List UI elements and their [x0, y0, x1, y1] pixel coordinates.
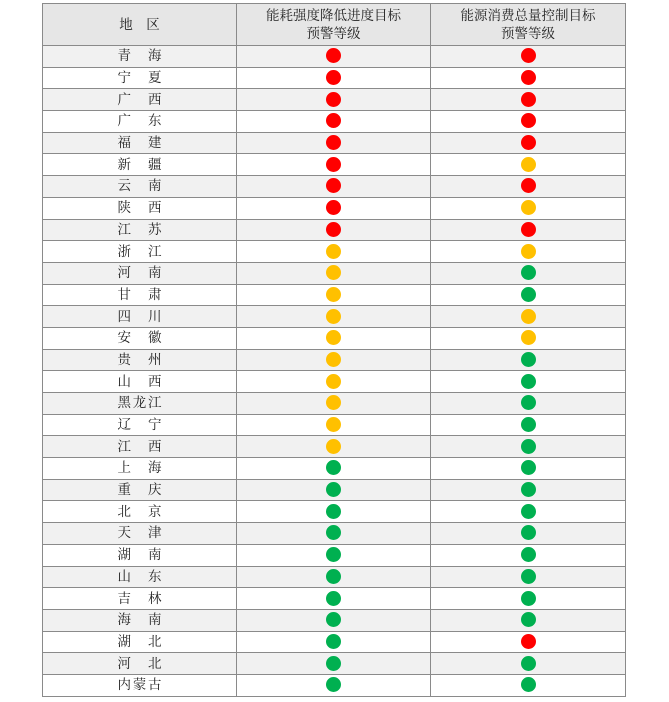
region-cell [43, 393, 237, 415]
region-name: 内蒙古 [117, 677, 162, 694]
green-warning-dot-icon [521, 374, 536, 389]
table-row [43, 219, 626, 241]
energy-intensity-level-cell [237, 46, 431, 68]
energy-consumption-level-cell [431, 176, 626, 198]
table-row [43, 436, 626, 458]
table-row [43, 544, 626, 566]
table-row [43, 176, 626, 198]
energy-intensity-level-cell [237, 349, 431, 371]
green-warning-dot-icon [521, 677, 536, 692]
yellow-warning-dot-icon [326, 417, 341, 432]
yellow-warning-dot-icon [326, 309, 341, 324]
green-warning-dot-icon [326, 547, 341, 562]
energy-consumption-level-cell [431, 262, 626, 284]
warning-table-container [42, 3, 625, 697]
table-row [43, 458, 626, 480]
energy-intensity-level-cell [237, 111, 431, 133]
table-row [43, 284, 626, 306]
region-cell [43, 631, 237, 653]
region-name: 湖南 [117, 547, 162, 564]
red-warning-dot-icon [521, 634, 536, 649]
energy-consumption-level-cell [431, 197, 626, 219]
region-name: 重庆 [117, 482, 162, 499]
table-row [43, 327, 626, 349]
header-energy-consumption-line-2: 预警等级 [501, 25, 555, 42]
region-name: 福建 [117, 135, 162, 152]
green-warning-dot-icon [326, 656, 341, 671]
header-region [43, 4, 237, 46]
region-name: 吉林 [117, 590, 162, 607]
yellow-warning-dot-icon [521, 244, 536, 259]
region-name: 山东 [117, 568, 162, 585]
header-energy-intensity-line-2: 预警等级 [306, 25, 361, 42]
energy-consumption-level-cell [431, 458, 626, 480]
green-warning-dot-icon [521, 352, 536, 367]
table-row [43, 132, 626, 154]
table-row [43, 241, 626, 263]
energy-consumption-level-cell [431, 284, 626, 306]
table-row [43, 67, 626, 89]
energy-consumption-level-cell [431, 501, 626, 523]
energy-consumption-level-cell [431, 609, 626, 631]
region-cell [43, 479, 237, 501]
region-cell [43, 501, 237, 523]
yellow-warning-dot-icon [326, 287, 341, 302]
yellow-warning-dot-icon [326, 352, 341, 367]
energy-consumption-level-cell [431, 67, 626, 89]
energy-intensity-level-cell [237, 154, 431, 176]
energy-intensity-level-cell [237, 588, 431, 610]
yellow-warning-dot-icon [326, 439, 341, 454]
energy-intensity-level-cell [237, 393, 431, 415]
green-warning-dot-icon [521, 547, 536, 562]
green-warning-dot-icon [521, 656, 536, 671]
red-warning-dot-icon [521, 222, 536, 237]
region-name: 贵州 [117, 351, 162, 368]
table-row [43, 111, 626, 133]
region-cell [43, 544, 237, 566]
energy-intensity-level-cell [237, 609, 431, 631]
energy-consumption-level-cell [431, 436, 626, 458]
yellow-warning-dot-icon [521, 200, 536, 215]
green-warning-dot-icon [521, 591, 536, 606]
energy-intensity-level-cell [237, 67, 431, 89]
energy-consumption-level-cell [431, 219, 626, 241]
energy-intensity-level-cell [237, 89, 431, 111]
region-cell [43, 219, 237, 241]
header-energy-intensity-line-1: 能耗强度降低进度目标 [266, 7, 401, 24]
red-warning-dot-icon [326, 70, 341, 85]
region-cell [43, 371, 237, 393]
energy-consumption-level-cell [431, 371, 626, 393]
table-header [43, 4, 626, 46]
region-cell [43, 262, 237, 284]
region-name: 辽宁 [117, 417, 162, 434]
green-warning-dot-icon [521, 439, 536, 454]
energy-consumption-level-cell [431, 674, 626, 696]
table-row [43, 566, 626, 588]
energy-intensity-level-cell [237, 306, 431, 328]
region-name: 青海 [117, 48, 162, 65]
energy-intensity-level-cell [237, 436, 431, 458]
energy-intensity-level-cell [237, 458, 431, 480]
green-warning-dot-icon [326, 612, 341, 627]
energy-intensity-level-cell [237, 371, 431, 393]
energy-intensity-level-cell [237, 501, 431, 523]
region-name: 山西 [117, 373, 162, 390]
region-cell [43, 349, 237, 371]
energy-consumption-level-cell [431, 154, 626, 176]
table-row [43, 89, 626, 111]
energy-intensity-level-cell [237, 479, 431, 501]
yellow-warning-dot-icon [521, 309, 536, 324]
energy-intensity-level-cell [237, 176, 431, 198]
energy-intensity-level-cell [237, 631, 431, 653]
table-row [43, 588, 626, 610]
red-warning-dot-icon [326, 178, 341, 193]
green-warning-dot-icon [521, 265, 536, 280]
green-warning-dot-icon [521, 525, 536, 540]
red-warning-dot-icon [521, 92, 536, 107]
table-row [43, 523, 626, 545]
energy-consumption-level-cell [431, 349, 626, 371]
red-warning-dot-icon [521, 178, 536, 193]
green-warning-dot-icon [521, 612, 536, 627]
region-cell [43, 67, 237, 89]
region-name: 河南 [117, 265, 162, 282]
region-cell [43, 176, 237, 198]
region-name: 浙江 [117, 243, 162, 260]
energy-intensity-level-cell [237, 262, 431, 284]
region-cell [43, 523, 237, 545]
region-cell [43, 327, 237, 349]
region-cell [43, 588, 237, 610]
green-warning-dot-icon [326, 591, 341, 606]
energy-intensity-level-cell [237, 284, 431, 306]
table-row [43, 197, 626, 219]
red-warning-dot-icon [521, 135, 536, 150]
header-region-label: 地 区 [119, 16, 160, 33]
energy-intensity-level-cell [237, 544, 431, 566]
region-cell [43, 132, 237, 154]
energy-intensity-level-cell [237, 674, 431, 696]
region-cell [43, 609, 237, 631]
energy-consumption-level-cell [431, 327, 626, 349]
green-warning-dot-icon [521, 287, 536, 302]
table-row [43, 479, 626, 501]
green-warning-dot-icon [326, 634, 341, 649]
red-warning-dot-icon [326, 222, 341, 237]
table-row [43, 154, 626, 176]
green-warning-dot-icon [521, 504, 536, 519]
header-energy-intensity [237, 4, 431, 46]
region-name: 安徽 [117, 330, 162, 347]
region-name: 广东 [117, 113, 162, 130]
red-warning-dot-icon [326, 113, 341, 128]
energy-consumption-level-cell [431, 588, 626, 610]
red-warning-dot-icon [326, 200, 341, 215]
yellow-warning-dot-icon [326, 244, 341, 259]
energy-consumption-level-cell [431, 631, 626, 653]
energy-consumption-level-cell [431, 653, 626, 675]
energy-consumption-level-cell [431, 46, 626, 68]
green-warning-dot-icon [521, 482, 536, 497]
region-name: 湖北 [117, 633, 162, 650]
region-name: 海南 [117, 612, 162, 629]
region-cell [43, 154, 237, 176]
table-row [43, 653, 626, 675]
energy-intensity-level-cell [237, 566, 431, 588]
table-row [43, 393, 626, 415]
region-cell [43, 653, 237, 675]
region-cell [43, 46, 237, 68]
energy-consumption-level-cell [431, 544, 626, 566]
green-warning-dot-icon [326, 504, 341, 519]
yellow-warning-dot-icon [326, 395, 341, 410]
region-name: 宁夏 [117, 70, 162, 87]
red-warning-dot-icon [326, 48, 341, 63]
region-name: 新疆 [117, 156, 162, 173]
region-name: 天津 [117, 525, 162, 542]
energy-consumption-level-cell [431, 523, 626, 545]
table-row [43, 674, 626, 696]
table-row [43, 414, 626, 436]
region-name: 广西 [117, 91, 162, 108]
yellow-warning-dot-icon [326, 265, 341, 280]
energy-consumption-level-cell [431, 241, 626, 263]
energy-intensity-level-cell [237, 523, 431, 545]
energy-intensity-level-cell [237, 327, 431, 349]
region-name: 北京 [117, 503, 162, 520]
green-warning-dot-icon [521, 395, 536, 410]
energy-intensity-level-cell [237, 132, 431, 154]
green-warning-dot-icon [326, 677, 341, 692]
table-row [43, 349, 626, 371]
yellow-warning-dot-icon [521, 157, 536, 172]
region-name: 陕西 [117, 200, 162, 217]
region-name: 河北 [117, 655, 162, 672]
region-cell [43, 284, 237, 306]
energy-intensity-level-cell [237, 414, 431, 436]
green-warning-dot-icon [326, 460, 341, 475]
region-name: 江西 [117, 438, 162, 455]
region-cell [43, 89, 237, 111]
energy-intensity-level-cell [237, 653, 431, 675]
region-cell [43, 674, 237, 696]
green-warning-dot-icon [326, 482, 341, 497]
region-name: 云南 [117, 178, 162, 195]
region-name: 江苏 [117, 221, 162, 238]
yellow-warning-dot-icon [326, 374, 341, 389]
energy-consumption-level-cell [431, 306, 626, 328]
table-row [43, 306, 626, 328]
yellow-warning-dot-icon [521, 330, 536, 345]
energy-consumption-level-cell [431, 393, 626, 415]
table-row [43, 501, 626, 523]
region-cell [43, 414, 237, 436]
red-warning-dot-icon [326, 157, 341, 172]
table-body [43, 46, 626, 697]
region-cell [43, 566, 237, 588]
region-cell [43, 197, 237, 219]
energy-intensity-level-cell [237, 241, 431, 263]
region-cell [43, 111, 237, 133]
table-row [43, 371, 626, 393]
region-name: 黑龙江 [117, 395, 162, 412]
region-name: 甘肃 [117, 286, 162, 303]
energy-consumption-level-cell [431, 111, 626, 133]
green-warning-dot-icon [521, 417, 536, 432]
header-energy-consumption-line-1: 能源消费总量控制目标 [460, 7, 596, 24]
table-row [43, 609, 626, 631]
green-warning-dot-icon [521, 569, 536, 584]
region-cell [43, 306, 237, 328]
region-cell [43, 436, 237, 458]
red-warning-dot-icon [326, 135, 341, 150]
energy-consumption-level-cell [431, 132, 626, 154]
region-cell [43, 241, 237, 263]
red-warning-dot-icon [521, 113, 536, 128]
energy-consumption-level-cell [431, 566, 626, 588]
table-row [43, 631, 626, 653]
region-name: 上海 [117, 460, 162, 477]
table-row [43, 46, 626, 68]
header-energy-consumption [431, 4, 626, 46]
energy-warning-table [42, 3, 626, 697]
green-warning-dot-icon [326, 569, 341, 584]
red-warning-dot-icon [521, 70, 536, 85]
region-cell [43, 458, 237, 480]
region-name: 四川 [117, 308, 162, 325]
red-warning-dot-icon [521, 48, 536, 63]
red-warning-dot-icon [326, 92, 341, 107]
green-warning-dot-icon [521, 460, 536, 475]
energy-intensity-level-cell [237, 219, 431, 241]
energy-consumption-level-cell [431, 414, 626, 436]
yellow-warning-dot-icon [326, 330, 341, 345]
energy-consumption-level-cell [431, 89, 626, 111]
energy-consumption-level-cell [431, 479, 626, 501]
table-row [43, 262, 626, 284]
green-warning-dot-icon [326, 525, 341, 540]
header-row [43, 4, 626, 46]
energy-intensity-level-cell [237, 197, 431, 219]
